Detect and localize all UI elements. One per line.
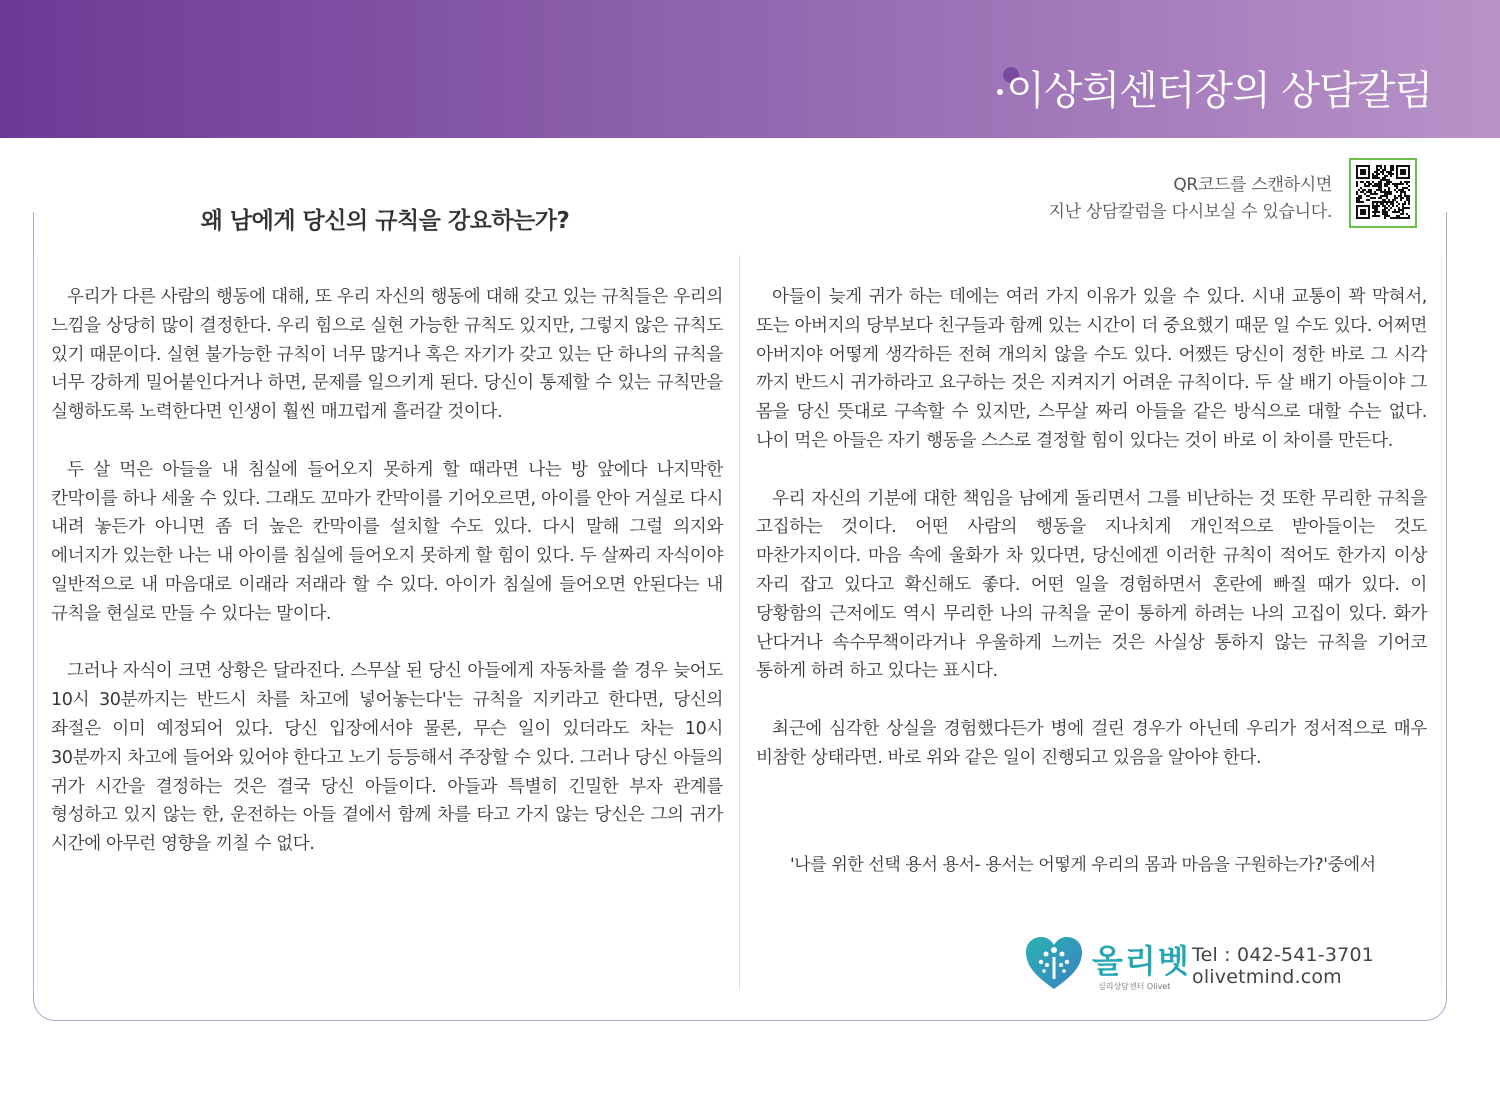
logo-name: 올리벳	[1092, 942, 1191, 980]
contact-phone: Tel : 042-541-3701	[1192, 944, 1375, 966]
header-bullet-dot	[997, 89, 1003, 95]
page-title: 이상희센터장의 상담칼럼	[1006, 68, 1432, 114]
website-link[interactable]: olivetmind.com	[1192, 966, 1342, 988]
olivet-heart-tree-icon	[1024, 935, 1084, 991]
column-divider	[739, 255, 740, 990]
paragraph: 우리 자신의 기분에 대한 책임을 남에게 돌리면서 그를 비난하는 것 또한 무리한 규칙을 고집하는 것이다. 어떤 사람의 행동을 지나치게 개인적으로 받아들이는 것도 마찬가지이다. 마음 속에 울화가 차 있다면, 당신에겐 이러한 규칙이 적어도 한가지 이상 자리 잡고 있다고 확신해도 좋다. 어떤 일을 경험하면서 혼란에 빠질 때가 있다. 이 당황함의 근저에도 역시 무리한 나의 규칙을 굳이 통하게 하려는 나의 고집이 있다. 화가 난다거나 속수무책이라거나 우울하게 느끼는 것은 사실상 통하지 않는 규칙을 기어코 통하게 하려 하고 있다는 표시다.	[756, 488, 1427, 682]
paragraph: 아들이 늦게 귀가 하는 데에는 여러 가지 이유가 있을 수 있다. 시내 교통이 꽉 막혀서, 또는 아버지의 당부보다 친구들과 함께 있는 시간이 더 중요했기 때문 일 수도 있다. 어쩌면 아버지야 어떻게 생각하든 전혀 개의치 않을 수도 있다. 어쨌든 당신이 정한 바로 그 시각 까지 반드시 귀가하라고 요구하는 것은 지켜지기 어려운 규칙이다. 두 살 배기 아들이야 그 몸을 당신 뜻대로 구속할 수 있지만, 스무살 짜리 아들을 같은 방식으로 대할 수는 없다. 나이 먹은 아들은 자기 행동을 스스로 결정할 힘이 있다는 것이 바로 이 차이를 만든다.	[756, 287, 1427, 451]
qr-caption-line2: 지난 상담칼럼을 다시보실 수 있습니다.	[1048, 202, 1332, 222]
paragraph: 우리가 다른 사람의 행동에 대해, 또 우리 자신의 행동에 대해 갖고 있는 규칙들은 우리의 느낌을 상당히 많이 결정한다. 우리 힘으로 실현 가능한 규칙도 있지만, 그렇지 않은 규칙도 있기 때문이다. 실현 불가능한 규칙이 너무 많거나 혹은 자기가 갖고 있는 단 하나의 규칙을 너무 강하게 밀어붙인다거나 하면, 문제를 일으키게 된다. 당신이 통제할 수 있는 규칙만을 실행하도록 노력한다면 인생이 훨씬 매끄럽게 흘러갈 것이다.	[51, 287, 723, 423]
logo-subtitle: 심리상담센터 Olivet	[1098, 982, 1171, 991]
left-column-border	[37, 255, 38, 990]
paragraph: 두 살 먹은 아들을 내 침실에 들어오지 못하게 할 때라면 나는 방 앞에다 나지막한 칸막이를 하나 세울 수 있다. 그래도 꼬마가 칸막이를 기어오르면, 아이를 안아 거실로 다시 내려 놓든가 아니면 좀 더 높은 칸막이를 설치할 수도 있다. 다시 말해 그럴 의지와 에너지가 있는한 나는 내 아이를 침실에 들어오지 못하게 할 힘이 있다. 두 살짜리 자식이야 일반적으로 내 마음대로 이래라 저래라 할 수 있다. 아이가 침실에 들어오면 안된다는 내 규칙을 현실로 만들 수 있다는 말이다.	[51, 459, 723, 624]
source-citation: '나를 위한 선택 용서 용서- 용서는 어떻게 우리의 몸과 마음을 구원하는가?'중에서	[790, 855, 1376, 875]
left-column	[51, 283, 723, 888]
paragraph: 그러나 자식이 크면 상황은 달라진다. 스무살 된 당신 아들에게 자동차를 쓸 경우 늦어도 10시 30분까지는 반드시 차를 차고에 넣어놓는다'는 규칙을 지키라고 한다면, 당신의 좌절은 이미 예정되어 있다. 당신 입장에서야 물론, 무슨 일이 있더라도 차는 10시 30분까지 차고에 들어와 있어야 한다고 노기 등등해서 주장할 수 있다. 그러나 당신 아들의 귀가 시간을 결정하는 것은 결국 당신 아들이다. 아들과 특별히 긴밀한 부자 관계를 형성하고 있지 않는 한, 운전하는 아들 곁에서 함께 차를 타고 가지 않는 당신은 그의 귀가 시간에 아무런 영향을 끼칠 수 없다.	[51, 661, 723, 855]
right-column-border	[1441, 255, 1442, 990]
paragraph: 최근에 심각한 상실을 경험했다든가 병에 걸린 경우가 아닌데 우리가 정서적으로 매우 비참한 상태라면. 바로 위와 같은 일이 진행되고 있음을 알아야 한다.	[756, 718, 1427, 768]
right-column	[756, 283, 1427, 801]
article-title: 왜 남에게 당신의 규칙을 강요하는가?	[200, 208, 570, 234]
qr-caption-line1: QR코드를 스캔하시면	[1173, 175, 1332, 195]
